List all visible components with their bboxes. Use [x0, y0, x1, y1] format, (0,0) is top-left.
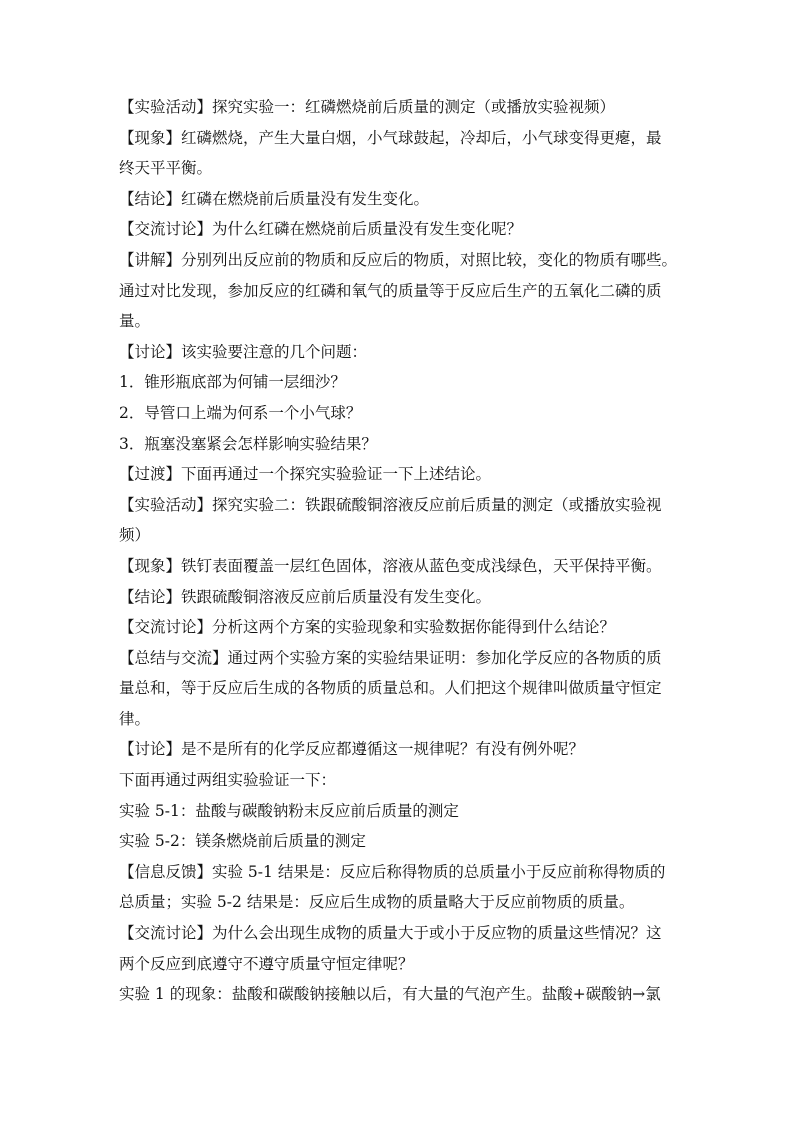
text-line: 实验 5-1：盐酸与碳酸钠粉末反应前后质量的测定 — [119, 801, 459, 820]
text-line: 两个反应到底遵守不遵守质量守恒定律呢？ — [119, 954, 414, 973]
text-line: 实验 1 的现象：盐酸和碳酸钠接触以后，有大量的气泡产生。盐酸+碳酸钠→氯 — [119, 985, 661, 1004]
text-line: 1．锥形瓶底部为何铺一层细沙？ — [119, 373, 346, 392]
text-line: 【讨论】该实验要注意的几个问题： — [119, 342, 368, 361]
text-line: 【现象】红磷燃烧，产生大量白烟，小气球鼓起，冷却后，小气球变得更瘪，最 — [119, 128, 662, 147]
text-line: 【交流讨论】为什么会出现生成物的质量大于或小于反应物的质量这些情况？这 — [119, 924, 662, 943]
text-line: 3．瓶塞没塞紧会怎样影响实验结果？ — [119, 434, 377, 453]
text-line: 【交流讨论】为什么红磷在燃烧前后质量没有发生变化呢？ — [119, 220, 523, 239]
document-body — [119, 92, 679, 1010]
text-line: 【过渡】下面再通过一个探究实验验证一下上述结论。 — [119, 465, 492, 484]
text-line: 【结论】铁跟硫酸铜溶液反应前后质量没有发生变化。 — [119, 587, 492, 606]
text-line: 频） — [119, 526, 151, 545]
text-line: 【结论】红磷在燃烧前后质量没有发生变化。 — [119, 189, 430, 208]
text-line: 总质量；实验 5-2 结果是：反应后生成物的质量略大于反应前物质的质量。 — [119, 893, 635, 912]
text-line: 实验 5-2：镁条燃烧前后质量的测定 — [119, 832, 366, 851]
text-line: 律。 — [119, 709, 151, 728]
text-line: 量总和，等于反应后生成的各物质的质量总和。人们把这个规律叫做质量守恒定 — [119, 679, 662, 698]
text-line: 下面再通过两组实验验证一下： — [119, 771, 337, 790]
text-line: 量。 — [119, 312, 151, 331]
text-line: 【讲解】分别列出反应前的物质和反应后的物质，对照比较，变化的物质有哪些。 — [119, 250, 678, 269]
text-line: 【实验活动】探究实验一：红磷燃烧前后质量的测定（或播放实验视频） — [119, 98, 616, 116]
text-line: 【实验活动】探究实验二：铁跟硫酸铜溶液反应前后质量的测定（或播放实验视 — [119, 495, 662, 514]
text-line: 【总结与交流】通过两个实验方案的实验结果证明：参加化学反应的各物质的质 — [119, 648, 662, 667]
text-line: 【信息反馈】实验 5-1 结果是：反应后称得物质的总质量小于反应前称得物质的 — [119, 862, 666, 881]
text-line: 通过对比发现，参加反应的红磷和氧气的质量等于反应后生产的五氧化二磷的质 — [119, 281, 662, 300]
text-line: 【交流讨论】分析这两个方案的实验现象和实验数据你能得到什么结论？ — [119, 618, 616, 637]
text-line: 【现象】铁钉表面覆盖一层红色固体，溶液从蓝色变成浅绿色，天平保持平衡。 — [119, 556, 662, 575]
text-line: 终天平平衡。 — [119, 159, 213, 178]
text-line: 2．导管口上端为何系一个小气球？ — [119, 403, 362, 422]
text-line: 【讨论】是不是所有的化学反应都遵循这一规律呢？有没有例外呢？ — [119, 740, 585, 759]
